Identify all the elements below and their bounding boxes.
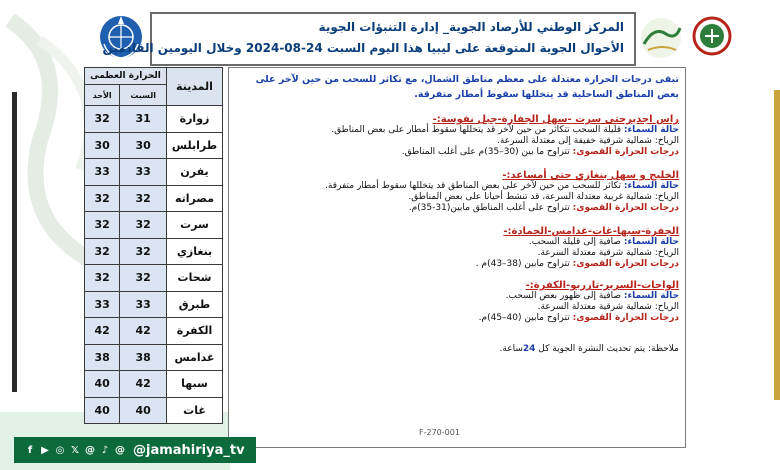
temp-text: تتراوح مابين (38–43)م . bbox=[475, 259, 570, 269]
sky-label: حالة السماء: bbox=[623, 291, 679, 301]
sky-text: صافية إلى ظهور بعض السحب. bbox=[505, 291, 622, 301]
update-note bbox=[500, 344, 679, 354]
region-title: راس اجديرحتى سرت -سهل الجفارة-جبل نفوسة:- bbox=[432, 114, 679, 125]
region-title: الواحات-السرير-تازربو-الكفرة:- bbox=[525, 280, 679, 291]
sunday-temp: 32 bbox=[85, 185, 120, 212]
sunday-temp: 40 bbox=[85, 397, 120, 424]
city-name: غات bbox=[167, 397, 223, 424]
instagram-icon[interactable]: ◎ bbox=[55, 444, 65, 456]
wind-text: الرياح: شمالية غربية معتدلة السرعة، قد تنشط أحيانا على بعض المناطق. bbox=[408, 192, 679, 202]
right-edge-bar bbox=[774, 90, 780, 400]
header-saturday: السبت bbox=[120, 85, 167, 106]
table-row bbox=[85, 106, 223, 133]
table-row bbox=[85, 397, 223, 424]
sunday-temp: 32 bbox=[85, 265, 120, 292]
city-name: شحات bbox=[167, 265, 223, 292]
temp-text: تتراوح ما بين (30–35)م على أغلب المناطق. bbox=[401, 147, 570, 157]
city-name: مصراته bbox=[167, 185, 223, 212]
sunday-temp: 32 bbox=[85, 238, 120, 265]
sky-text: صافية إلى قليلة السحب. bbox=[528, 237, 622, 247]
saturday-temp: 33 bbox=[120, 159, 167, 186]
wind-text: الرياح: شمالية شرقية معتدلة السرعة. bbox=[537, 302, 679, 312]
region-title: الجفرة-سبها-غات-غدامس-الحمادة:- bbox=[503, 226, 679, 237]
left-edge-bar bbox=[12, 92, 17, 392]
wind-text: الرياح: شمالية شرقية خفيفة إلى معتدلة السرعة. bbox=[497, 136, 679, 146]
temp-text: تتراوح على أغلب المناطق مابين(31-35)م. bbox=[408, 203, 570, 213]
social-handle[interactable]: @jamahiriya_tv bbox=[133, 442, 245, 458]
header-max-temp: الحرارة العظمى bbox=[85, 68, 167, 85]
sky-label: حالة السماء: bbox=[623, 125, 679, 135]
table-row bbox=[85, 132, 223, 159]
table-row bbox=[85, 291, 223, 318]
table-row bbox=[85, 318, 223, 345]
city-name: سرت bbox=[167, 212, 223, 239]
threads-icon[interactable]: @ bbox=[85, 444, 95, 456]
region-block-south-west bbox=[233, 226, 679, 270]
sunday-temp: 42 bbox=[85, 318, 120, 345]
temp-text: تتراوح مابين (40–45)م. bbox=[478, 313, 570, 323]
facebook-icon[interactable]: f bbox=[27, 444, 33, 456]
region-block-west bbox=[233, 114, 679, 158]
sunday-temp: 40 bbox=[85, 371, 120, 398]
lnm-shield-logo bbox=[692, 14, 732, 58]
header-title-box bbox=[102, 12, 636, 66]
table-row bbox=[85, 265, 223, 292]
table-row bbox=[85, 344, 223, 371]
city-name: يفرن bbox=[167, 159, 223, 186]
forecast-intro: تبقى درجات الحرارة معتدلة على معظم مناطق الشمال، مع تكاثر للسحب من حين لآخر على بعض المناطق الساحلية قد يتخللها سقوط أمطار متفرقة. bbox=[255, 74, 679, 100]
wind-text: الرياح: شمالية شرقية معتدلة السرعة. bbox=[537, 248, 679, 258]
saturday-temp: 32 bbox=[120, 238, 167, 265]
sunday-temp: 33 bbox=[85, 159, 120, 186]
temp-label: درجات الحرارة القصوى: bbox=[572, 259, 679, 269]
header-title-line2: الأحوال الجوية المتوقعة على ليبيا هذا اليوم السبت 24-08-2024 وخلال اليومين القادمين bbox=[102, 41, 624, 55]
sky-label: حالة السماء: bbox=[623, 237, 679, 247]
tiktok-icon[interactable]: ♪ bbox=[101, 444, 109, 456]
table-row bbox=[85, 159, 223, 186]
form-code: F-270-001 bbox=[419, 428, 460, 437]
city-name: غدامس bbox=[167, 344, 223, 371]
region-block-benghazi bbox=[233, 170, 679, 214]
saturday-temp: 33 bbox=[120, 291, 167, 318]
youtube-icon[interactable]: ▶ bbox=[41, 444, 49, 456]
note-prefix: ملاحظة: يتم تحديث النشرة الجوية كل bbox=[538, 344, 679, 354]
sky-text: تكاثر للسحب من حين لآخر على بعض المناطق قد يتخللها سقوط أمطار متفرقة. bbox=[325, 181, 622, 191]
lnm-calligraphy-logo bbox=[636, 14, 686, 62]
sunday-temp: 32 bbox=[85, 106, 120, 133]
note-hours: 24 bbox=[522, 344, 536, 354]
city-name: طبرق bbox=[167, 291, 223, 318]
table-row bbox=[85, 185, 223, 212]
region-title: الخليج و سهل بنغازي حتى أمساعد:- bbox=[502, 170, 679, 181]
city-name: طرابلس bbox=[167, 132, 223, 159]
saturday-temp: 42 bbox=[120, 371, 167, 398]
sunday-temp: 38 bbox=[85, 344, 120, 371]
saturday-temp: 32 bbox=[120, 265, 167, 292]
sunday-temp: 32 bbox=[85, 212, 120, 239]
sunday-temp: 33 bbox=[85, 291, 120, 318]
saturday-temp: 31 bbox=[120, 106, 167, 133]
header-city: المدينة bbox=[167, 68, 223, 106]
at-icon[interactable]: @ bbox=[115, 444, 125, 456]
temperature-table bbox=[84, 67, 223, 424]
region-block-south-east bbox=[233, 280, 679, 324]
saturday-temp: 30 bbox=[120, 132, 167, 159]
saturday-temp: 32 bbox=[120, 185, 167, 212]
saturday-temp: 42 bbox=[120, 318, 167, 345]
city-name: زوارة bbox=[167, 106, 223, 133]
temp-label: درجات الحرارة القصوى: bbox=[572, 203, 679, 213]
temp-label: درجات الحرارة القصوى: bbox=[572, 147, 679, 157]
saturday-temp: 40 bbox=[120, 397, 167, 424]
header-title-line1: المركز الوطني للأرصاد الجوية_ إدارة التنبؤات الجوية bbox=[318, 20, 624, 34]
table-row bbox=[85, 238, 223, 265]
table-row bbox=[85, 212, 223, 239]
header-sunday: الأحد bbox=[85, 85, 120, 106]
table-row bbox=[85, 371, 223, 398]
note-suffix: ساعة. bbox=[499, 344, 523, 354]
saturday-temp: 32 bbox=[120, 212, 167, 239]
sky-text: قليلة السحب تتكاثر من حين لآخر قد يتخللها سقوط أمطار على بعض المناطق. bbox=[331, 125, 622, 135]
forecast-panel bbox=[228, 67, 686, 448]
sunday-temp: 30 bbox=[85, 132, 120, 159]
city-name: سبها bbox=[167, 371, 223, 398]
sky-label: حالة السماء: bbox=[623, 181, 679, 191]
city-name: الكفرة bbox=[167, 318, 223, 345]
temp-label: درجات الحرارة القصوى: bbox=[572, 313, 679, 323]
social-bar bbox=[14, 437, 256, 463]
city-name: بنغازي bbox=[167, 238, 223, 265]
x-icon[interactable]: 𝕏 bbox=[70, 444, 80, 456]
saturday-temp: 38 bbox=[120, 344, 167, 371]
